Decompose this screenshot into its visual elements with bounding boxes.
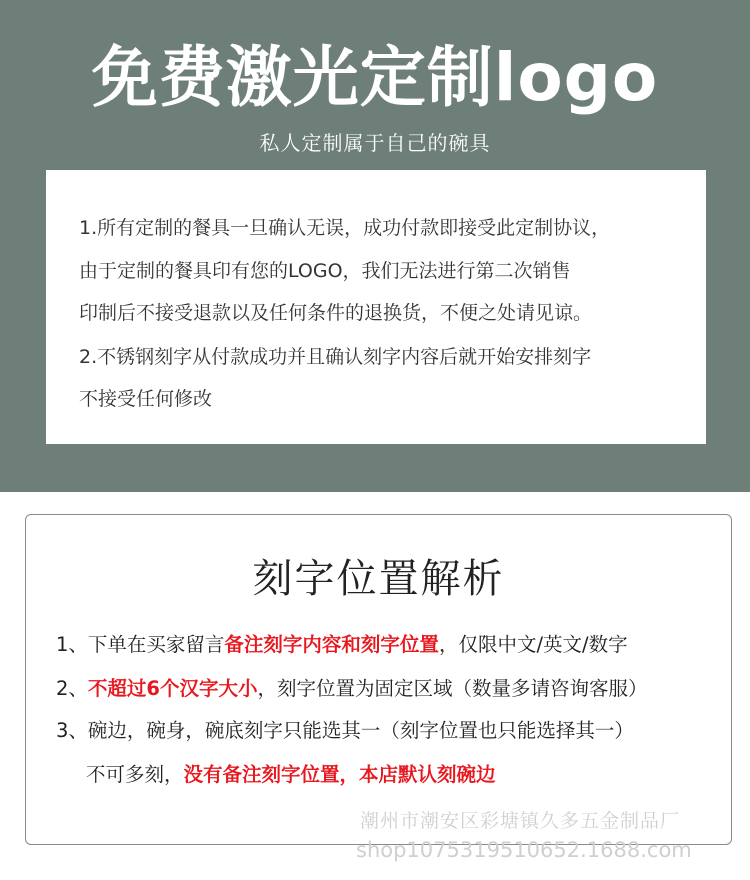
watermark-shop: shop1075319510652.1688.com (356, 838, 692, 862)
notice-line-5: 不接受任何修改 (79, 388, 213, 410)
info-title: 刻字位置解析 (252, 556, 505, 602)
info-line-2-highlight: 不超过6个汉字大小 (87, 677, 258, 700)
notice-line-3: 印制后不接受退款以及任何条件的退换货，不便之处请见谅。 (79, 302, 593, 324)
notice-card (46, 170, 706, 444)
info-line-4 (86, 759, 496, 791)
info-line-1 (56, 629, 628, 661)
headline-subtitle: 私人定制属于自己的碗具 (259, 131, 491, 155)
notice-line-2: 由于定制的餐具印有您的LOGO，我们无法进行第二次销售 (79, 260, 571, 282)
info-line-2 (56, 673, 648, 705)
notice-line-1: 1.所有定制的餐具一旦确认无误，成功付款即接受此定制协议， (79, 217, 611, 239)
info-line-2-suffix: ，刻字位置为固定区域（数量多请咨询客服） (257, 677, 648, 700)
info-line-4-highlight: 没有备注刻字位置，本店默认刻碗边 (183, 763, 496, 786)
info-line-1-suffix: ，仅限中文/英文/数字 (438, 633, 628, 656)
info-line-1-prefix: 1、下单在买家留言 (56, 633, 225, 656)
info-line-1-highlight: 备注刻字内容和刻字位置 (224, 633, 439, 656)
engraving-info-card (25, 514, 732, 845)
info-line-3: 3、碗边，碗身，碗底刻字只能选其一（刻字位置也只能选择其一） (56, 719, 634, 742)
headline-title: 免费激光定制logo (91, 39, 659, 116)
info-line-2-prefix: 2、 (56, 677, 88, 700)
watermark-company: 潮州市潮安区彩塘镇久多五金制品厂 (360, 810, 681, 832)
info-line-4-prefix: 不可多刻， (86, 763, 184, 786)
notice-line-4: 2.不锈钢刻字从付款成功并且确认刻字内容后就开始安排刻字 (79, 346, 592, 368)
